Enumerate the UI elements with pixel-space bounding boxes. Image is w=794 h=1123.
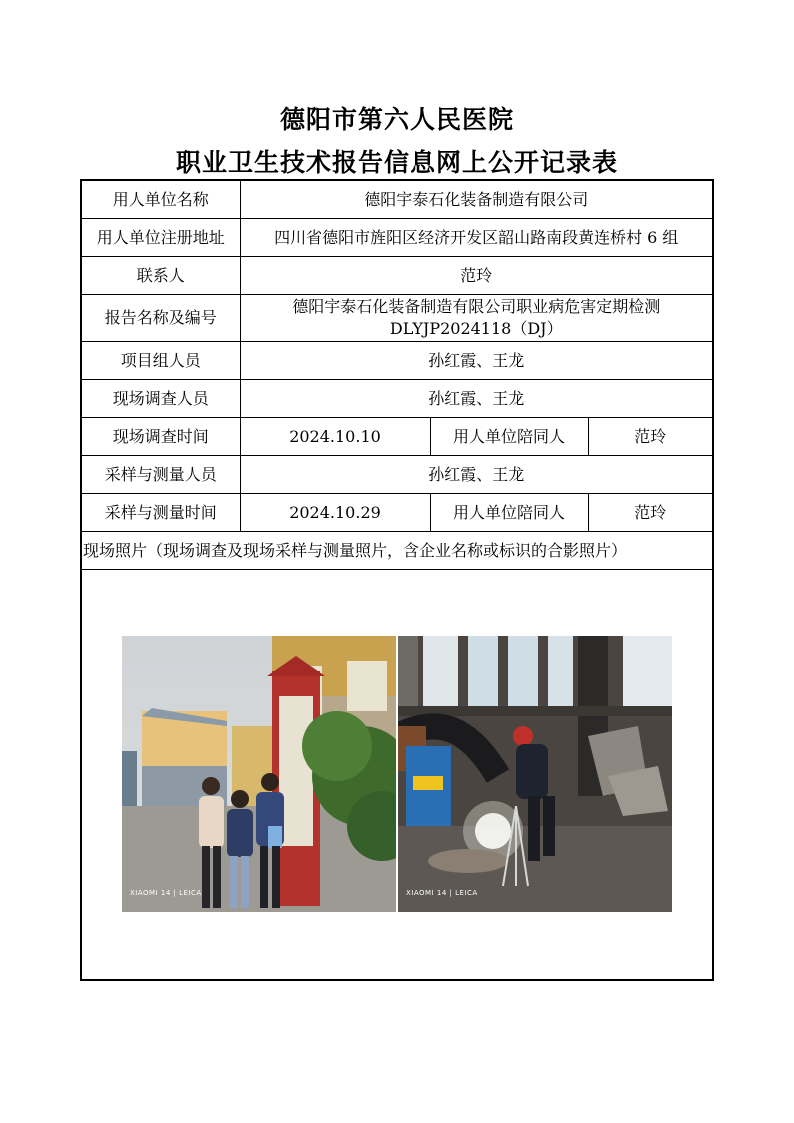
row-survey-time bbox=[81, 418, 713, 456]
photos-label: 现场照片（现场调查及现场采样与测量照片，含企业名称或标识的合影照片） bbox=[81, 532, 713, 570]
group-photo-image bbox=[122, 636, 396, 912]
row-sampling-time bbox=[81, 494, 713, 532]
record-form-table bbox=[80, 179, 714, 981]
row-employer-name bbox=[81, 180, 713, 219]
report-value bbox=[240, 295, 713, 342]
sampling-time-value: 2024.10.29 bbox=[240, 494, 430, 532]
sampling-escort-value: 范玲 bbox=[588, 494, 713, 532]
survey-time-value: 2024.10.10 bbox=[240, 418, 430, 456]
project-team-value: 孙红霞、王龙 bbox=[240, 342, 713, 380]
survey-escort-value: 范玲 bbox=[588, 418, 713, 456]
survey-staff-value: 孙红霞、王龙 bbox=[240, 380, 713, 418]
address-label: 用人单位注册地址 bbox=[81, 219, 240, 257]
document-subtitle: 职业卫生技术报告信息网上公开记录表 bbox=[175, 148, 618, 177]
employer-name-label: 用人单位名称 bbox=[81, 180, 240, 219]
sampling-time-label: 采样与测量时间 bbox=[81, 494, 240, 532]
row-survey-staff bbox=[81, 380, 713, 418]
survey-staff-label: 现场调查人员 bbox=[81, 380, 240, 418]
sampling-staff-label: 采样与测量人员 bbox=[81, 456, 240, 494]
document-title: 德阳市第六人民医院 bbox=[279, 105, 514, 134]
survey-escort-label: 用人单位陪同人 bbox=[430, 418, 588, 456]
sampling-escort-label: 用人单位陪同人 bbox=[430, 494, 588, 532]
report-label: 报告名称及编号 bbox=[81, 295, 240, 342]
photo1-watermark: XIAOMI 14 | LEICA bbox=[130, 889, 202, 897]
row-photos bbox=[81, 570, 713, 981]
row-project-team bbox=[81, 342, 713, 380]
group-photo bbox=[122, 636, 396, 912]
contact-value: 范玲 bbox=[240, 257, 713, 295]
report-number: DLYJP2024118（DJ） bbox=[389, 319, 563, 338]
row-address bbox=[81, 219, 713, 257]
sampling-photo bbox=[398, 636, 672, 912]
row-contact bbox=[81, 257, 713, 295]
row-sampling-staff bbox=[81, 456, 713, 494]
employer-name-value: 德阳宇泰石化装备制造有限公司 bbox=[240, 180, 713, 219]
project-team-label: 项目组人员 bbox=[81, 342, 240, 380]
photos-container bbox=[122, 636, 673, 912]
address-value: 四川省德阳市旌阳区经济开发区韶山路南段黄连桥村 6 组 bbox=[240, 219, 713, 257]
sampling-photo-image bbox=[398, 636, 672, 912]
sampling-staff-value: 孙红霞、王龙 bbox=[240, 456, 713, 494]
report-name: 德阳宇泰石化装备制造有限公司职业病危害定期检测 bbox=[292, 297, 661, 316]
survey-time-label: 现场调查时间 bbox=[81, 418, 240, 456]
photos-cell bbox=[81, 570, 713, 981]
contact-label: 联系人 bbox=[81, 257, 240, 295]
row-photos-header bbox=[81, 532, 713, 570]
photo2-watermark: XIAOMI 14 | LEICA bbox=[406, 889, 478, 897]
row-report bbox=[81, 295, 713, 342]
